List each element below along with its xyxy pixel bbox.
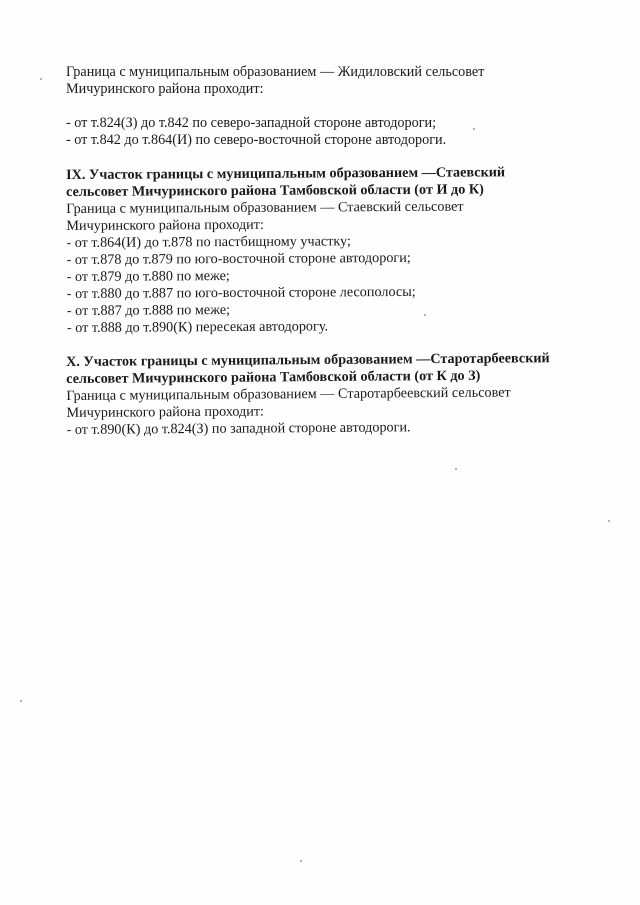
list-item: - от т.879 до т.880 по меже; [66,268,230,285]
intro-line: Граница с муниципальным образованием — Жидиловский сельсовет [66,64,485,80]
scan-speck [40,78,42,80]
body-line: Мичуринского района проходит: [66,216,264,234]
section-10 [66,350,607,439]
scan-speck [300,860,302,862]
heading-line: IX. Участок границы с муниципальным образованием —Стаевский [66,164,506,183]
scan-speck [473,128,475,130]
list-item: - от т.878 до т.879 по юго-восточной стороне автодороги; [66,249,411,268]
intro-line: Мичуринского района проходит: [66,81,264,97]
heading-line: сельсовет Мичуринского района Тамбовской области (от К до З) [66,367,481,387]
list-item: - от т.880 до т.887 по юго-восточной стороне лесополосы; [66,283,416,302]
body-line: Граница с муниципальным образованием — Старотарбеевский сельсовет [66,384,511,404]
intro-list [66,115,606,149]
scan-speck [455,468,457,470]
list-item: - от т.842 до т.864(И) по северо-восточной стороне автодороги. [66,132,447,148]
heading-line: X. Участок границы с муниципальным образованием —Старотарбеевский [66,350,550,370]
list-item: - от т.890(К) до т.824(З) по западной стороне автодороги. [66,419,411,438]
list-item: - от т.887 до т.888 по меже; [66,302,231,319]
scan-speck [608,520,610,522]
scan-speck [20,700,22,702]
list-item: - от т.824(З) до т.842 по северо-западной стороне автодороги; [66,115,437,131]
heading-line: сельсовет Мичуринского района Тамбовской области (от И до К) [66,181,484,200]
section-9-heading [66,164,606,201]
scan-speck [424,314,426,316]
section-10-heading [66,350,606,388]
list-item: - от т.864(И) до т.878 по пастбищному участку; [66,233,351,251]
section-9 [66,164,607,337]
body-line: Граница с муниципальным образованием — Стаевский сельсовет [66,198,464,217]
body-line: Мичуринского района проходит: [66,403,265,421]
intro-paragraph [66,64,606,98]
list-item: - от т.888 до т.890(К) пересекая автодорогу. [66,318,329,336]
